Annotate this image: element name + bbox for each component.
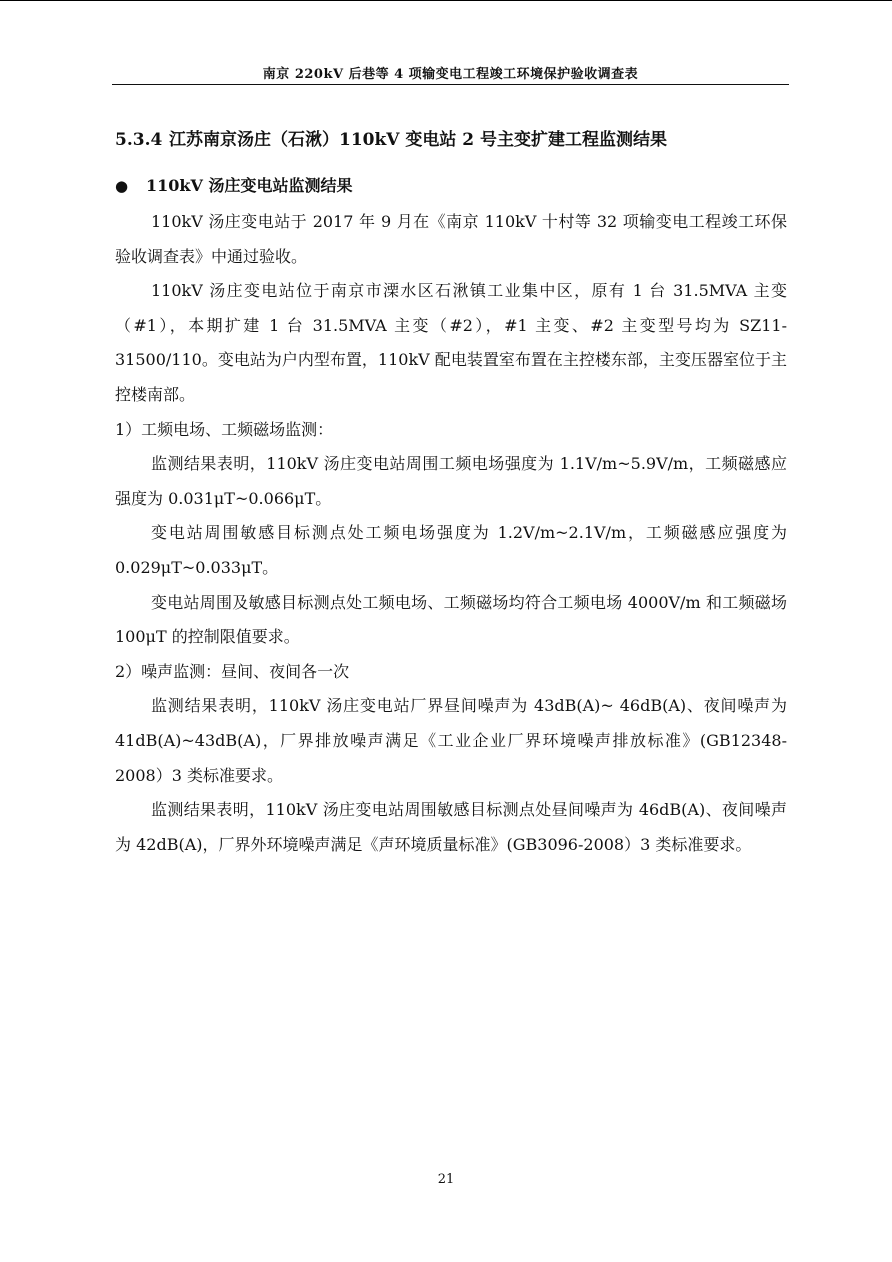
bullet-icon: ● xyxy=(115,177,129,195)
section-number: 5.3.4 xyxy=(115,130,163,150)
paragraph-acceptance: 110kV 汤庄变电站于 2017 年 9 月在《南京 110kV 十村等 32 项输变电工程竣工环保验收调查表》中通过验收。 xyxy=(115,212,787,266)
subheading-noise-monitoring: 2）噪声监测：昼间、夜间各一次 xyxy=(115,661,350,681)
body-text xyxy=(115,205,787,862)
page-number: 21 xyxy=(437,1172,455,1187)
subheading-field-monitoring: 1）工频电场、工频磁场监测： xyxy=(115,419,334,439)
paragraph-sensitive-target-field: 变电站周围敏感目标测点处工频电场强度为 1.2V/m~2.1V/m，工频磁感应强度为 0.029μT~0.033μT。 xyxy=(115,523,787,577)
paragraph-sensitive-target-noise: 监测结果表明，110kV 汤庄变电站周围敏感目标测点处昼间噪声为 46dB(A)、夜间噪声为 42dB(A)，厂界外环境噪声满足《声环境质量标准》(GB3096-2008）3 类标准要求。 xyxy=(115,800,787,854)
page-top-border xyxy=(0,0,892,1)
paragraph-field-compliance: 变电站周围及敏感目标测点处工频电场、工频磁场均符合工频电场 4000V/m 和工频磁场 100μT 的控制限值要求。 xyxy=(115,592,787,647)
section-heading xyxy=(115,125,667,150)
bullet-heading xyxy=(115,173,352,196)
section-title: 江苏南京汤庄（石湫）110kV 变电站 2 号主变扩建工程监测结果 xyxy=(169,130,668,150)
bullet-title: 110kV 汤庄变电站监测结果 xyxy=(146,176,353,195)
paragraph-boundary-noise: 监测结果表明，110kV 汤庄变电站厂界昼间噪声为 43dB(A)~ 46dB(A)、夜间噪声为 41dB(A)~43dB(A)，厂界排放噪声满足《工业企业厂界环境噪声排放标准》(GB12348-2008）3 类标准要求。 xyxy=(115,696,787,785)
paragraph-substation-description: 110kV 汤庄变电站位于南京市溧水区石湫镇工业集中区，原有 1 台 31.5MVA 主变（#1），本期扩建 1 台 31.5MVA 主变（#2），#1 主变、#2 主变型号均为 SZ11-31500/110。变电站为户内型布置，110kV 配电装置室布置在主控楼东部，主变压器室位于主控楼南部。 xyxy=(115,281,787,404)
paragraph-field-results: 监测结果表明，110kV 汤庄变电站周围工频电场强度为 1.1V/m~5.9V/m，工频磁感应强度为 0.031μT~0.066μT。 xyxy=(115,454,787,508)
running-header: 南京 220kV 后巷等 4 项输变电工程竣工环境保护验收调查表 xyxy=(262,67,639,82)
header-rule xyxy=(112,84,789,85)
